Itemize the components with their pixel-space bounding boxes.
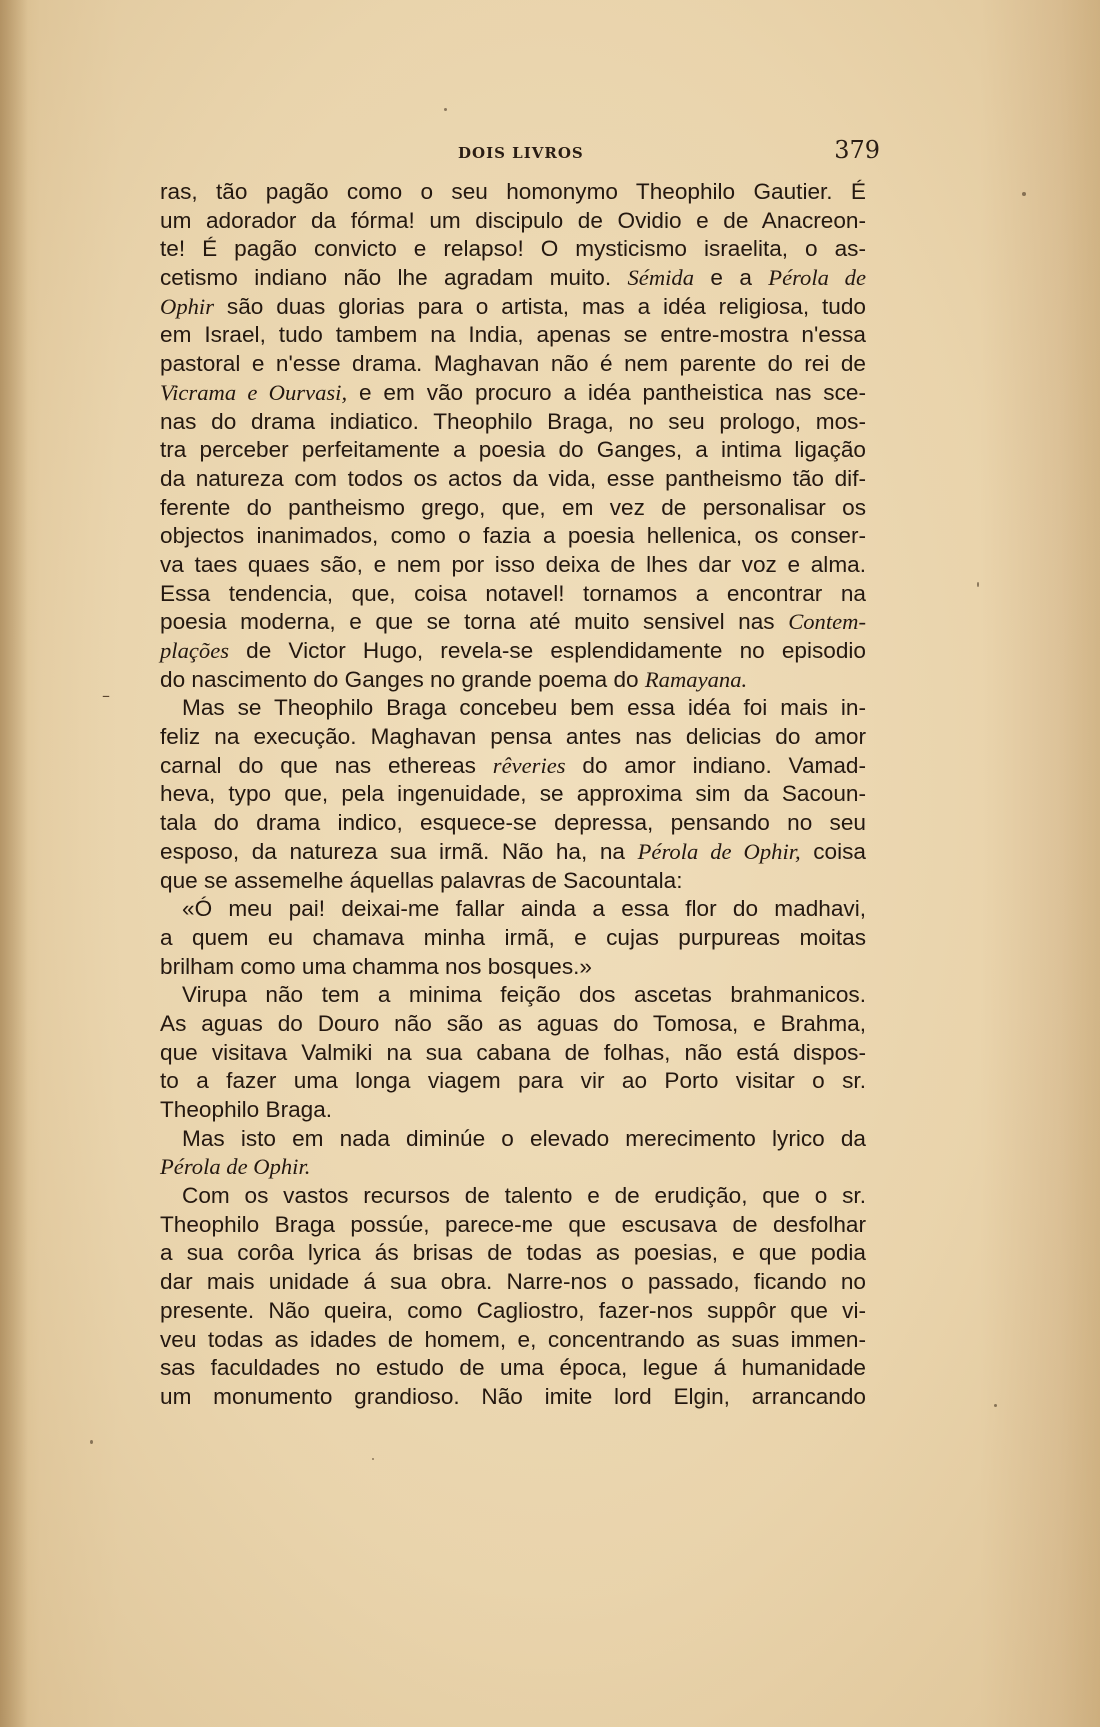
line-text: cetismo indiano não lhe agradam muito. bbox=[160, 265, 628, 291]
page-number: 379 bbox=[834, 136, 880, 164]
work-title-contemplacoes: Contem- bbox=[788, 609, 866, 635]
text-line: Theophilo Braga. bbox=[160, 1097, 333, 1122]
text-line bbox=[160, 608, 866, 637]
text-line: ferente do pantheismo grego, que, em vez de personalisar os bbox=[160, 494, 866, 520]
text-line: brilham como uma chamma nos bosques.» bbox=[160, 953, 592, 979]
line-text: e a bbox=[694, 265, 769, 291]
paper-speck bbox=[372, 1458, 374, 1460]
work-title-semida: Sémida bbox=[627, 265, 695, 291]
term-reveries: rêveries bbox=[492, 752, 566, 778]
text-line: tala do drama indico, esquece-se depressa, pensando no seu bbox=[160, 810, 866, 836]
paper-speck bbox=[1022, 192, 1026, 196]
text-line: que se assemelhe áquellas palavras de Sacountala: bbox=[160, 867, 683, 893]
text-line: pastoral e n'esse drama. Maghavan não é nem parente do rei de bbox=[160, 351, 866, 377]
text-line: Mas isto em nada diminúe o elevado merecimento lyrico da bbox=[182, 1125, 866, 1151]
text-line: objectos inanimados, como o fazia a poesia hellenica, os conser- bbox=[160, 523, 866, 549]
work-title-perola-ophir: Pérola de Ophir, bbox=[637, 838, 801, 864]
text-line: Theophilo Braga possúe, parece-me que escusava de desfolhar bbox=[160, 1211, 866, 1237]
paper-speck bbox=[977, 582, 979, 587]
text-line bbox=[160, 666, 866, 695]
text-line bbox=[160, 838, 866, 867]
text-line: te! É pagão convicto e relapso! O mysticismo israelita, o as- bbox=[160, 236, 866, 262]
margin-mark: – bbox=[102, 686, 110, 705]
text-line: um monumento grandioso. Não imite lord Elgin, arrancando bbox=[160, 1383, 866, 1409]
spine-shadow bbox=[0, 0, 28, 1727]
text-line: As aguas do Douro não são as aguas do Tomosa, e Brahma, bbox=[160, 1010, 866, 1036]
text-line bbox=[160, 264, 866, 293]
work-title-perola: Pérola de bbox=[768, 265, 866, 291]
text-line: «Ó meu pai! deixai-me fallar ainda a essa flor do madhavi, bbox=[182, 896, 866, 922]
text-line: a sua corôa lyrica ás brisas de todas as poesias, e que podia bbox=[160, 1240, 866, 1266]
work-title-ramayana: Ramayana. bbox=[644, 666, 748, 692]
work-title-contemplacoes-end: plações bbox=[160, 638, 230, 663]
line-text: de Victor Hugo, revela-se esplendidamente no episodio bbox=[229, 638, 866, 663]
text-line: sas faculdades no estudo de uma época, legue á humanidade bbox=[160, 1355, 866, 1381]
paper-speck bbox=[444, 108, 447, 111]
text-line: feliz na execução. Maghavan pensa antes nas delicias do amor bbox=[160, 724, 866, 750]
line-text: do nascimento do Ganges no grande poema do bbox=[160, 666, 645, 692]
text-line: Com os vastos recursos de talento e de erudição, que o sr. bbox=[182, 1183, 866, 1209]
paper-speck bbox=[90, 1440, 93, 1444]
text-line: Essa tendencia, que, coisa notavel! tornamos a encontrar na bbox=[160, 580, 866, 606]
text-line bbox=[160, 293, 866, 322]
line-text: esposo, da natureza sua irmã. Não ha, na bbox=[160, 838, 638, 864]
work-title-vicrama: Vicrama e Ourvasi, bbox=[160, 379, 348, 405]
text-line: nas do drama indiatico. Theophilo Braga, no seu prologo, mos- bbox=[160, 408, 866, 434]
text-line bbox=[160, 379, 866, 408]
body-text bbox=[160, 178, 866, 1412]
page-header bbox=[160, 138, 880, 168]
text-line: da natureza com todos os actos da vida, esse pantheismo tão dif- bbox=[160, 465, 866, 491]
text-line: ras, tão pagão como o seu homonymo Theophilo Gautier. É bbox=[160, 179, 866, 204]
text-line: Mas se Theophilo Braga concebeu bem essa idéa foi mais in- bbox=[182, 695, 866, 721]
work-title-perola-ophir: Pérola de Ophir. bbox=[160, 1154, 311, 1180]
text-line bbox=[160, 752, 866, 781]
text-line bbox=[160, 637, 866, 666]
line-text: poesia moderna, e que se torna até muito sensivel nas bbox=[160, 609, 789, 635]
text-line: que visitava Valmiki na sua cabana de folhas, não está dispos- bbox=[160, 1039, 866, 1065]
line-text: e em vão procuro a idéa pantheistica nas sce- bbox=[347, 379, 866, 405]
line-text: são duas glorias para o artista, mas a idéa religiosa, tudo bbox=[213, 293, 866, 319]
text-line: presente. Não queira, como Cagliostro, fazer-nos suppôr que vi- bbox=[160, 1297, 866, 1323]
text-line: dar mais unidade á sua obra. Narre-nos o passado, ficando no bbox=[160, 1269, 866, 1295]
text-line: to a fazer uma longa viagem para vir ao Porto visitar o sr. bbox=[160, 1068, 866, 1094]
work-title-ophir: Ophir bbox=[160, 293, 214, 319]
text-line: em Israel, tudo tambem na India, apenas se entre-mostra n'essa bbox=[160, 322, 866, 348]
text-line: Virupa não tem a minima feição dos ascetas brahmanicos. bbox=[182, 982, 866, 1008]
text-line: heva, typo que, pela ingenuidade, se approxima sim da Sacoun- bbox=[160, 781, 866, 807]
text-line: um adorador da fórma! um discipulo de Ovidio e de Anacreon- bbox=[160, 207, 866, 233]
running-head: DOIS LIVROS bbox=[458, 144, 584, 162]
line-text: carnal do que nas ethereas bbox=[160, 752, 493, 778]
line-text: coisa bbox=[800, 838, 866, 864]
text-line bbox=[160, 1153, 866, 1182]
text-line: veu todas as idades de homem, e, concentrando as suas immen- bbox=[160, 1326, 866, 1352]
text-line: tra perceber perfeitamente a poesia do Ganges, a intima ligação bbox=[160, 437, 866, 463]
line-text: do amor indiano. Vamad- bbox=[565, 752, 866, 778]
text-line: va taes quaes são, e nem por isso deixa de lhes dar voz e alma. bbox=[160, 551, 866, 577]
text-line: a quem eu chamava minha irmã, e cujas purpureas moitas bbox=[160, 924, 866, 950]
paper-speck bbox=[994, 1404, 997, 1407]
